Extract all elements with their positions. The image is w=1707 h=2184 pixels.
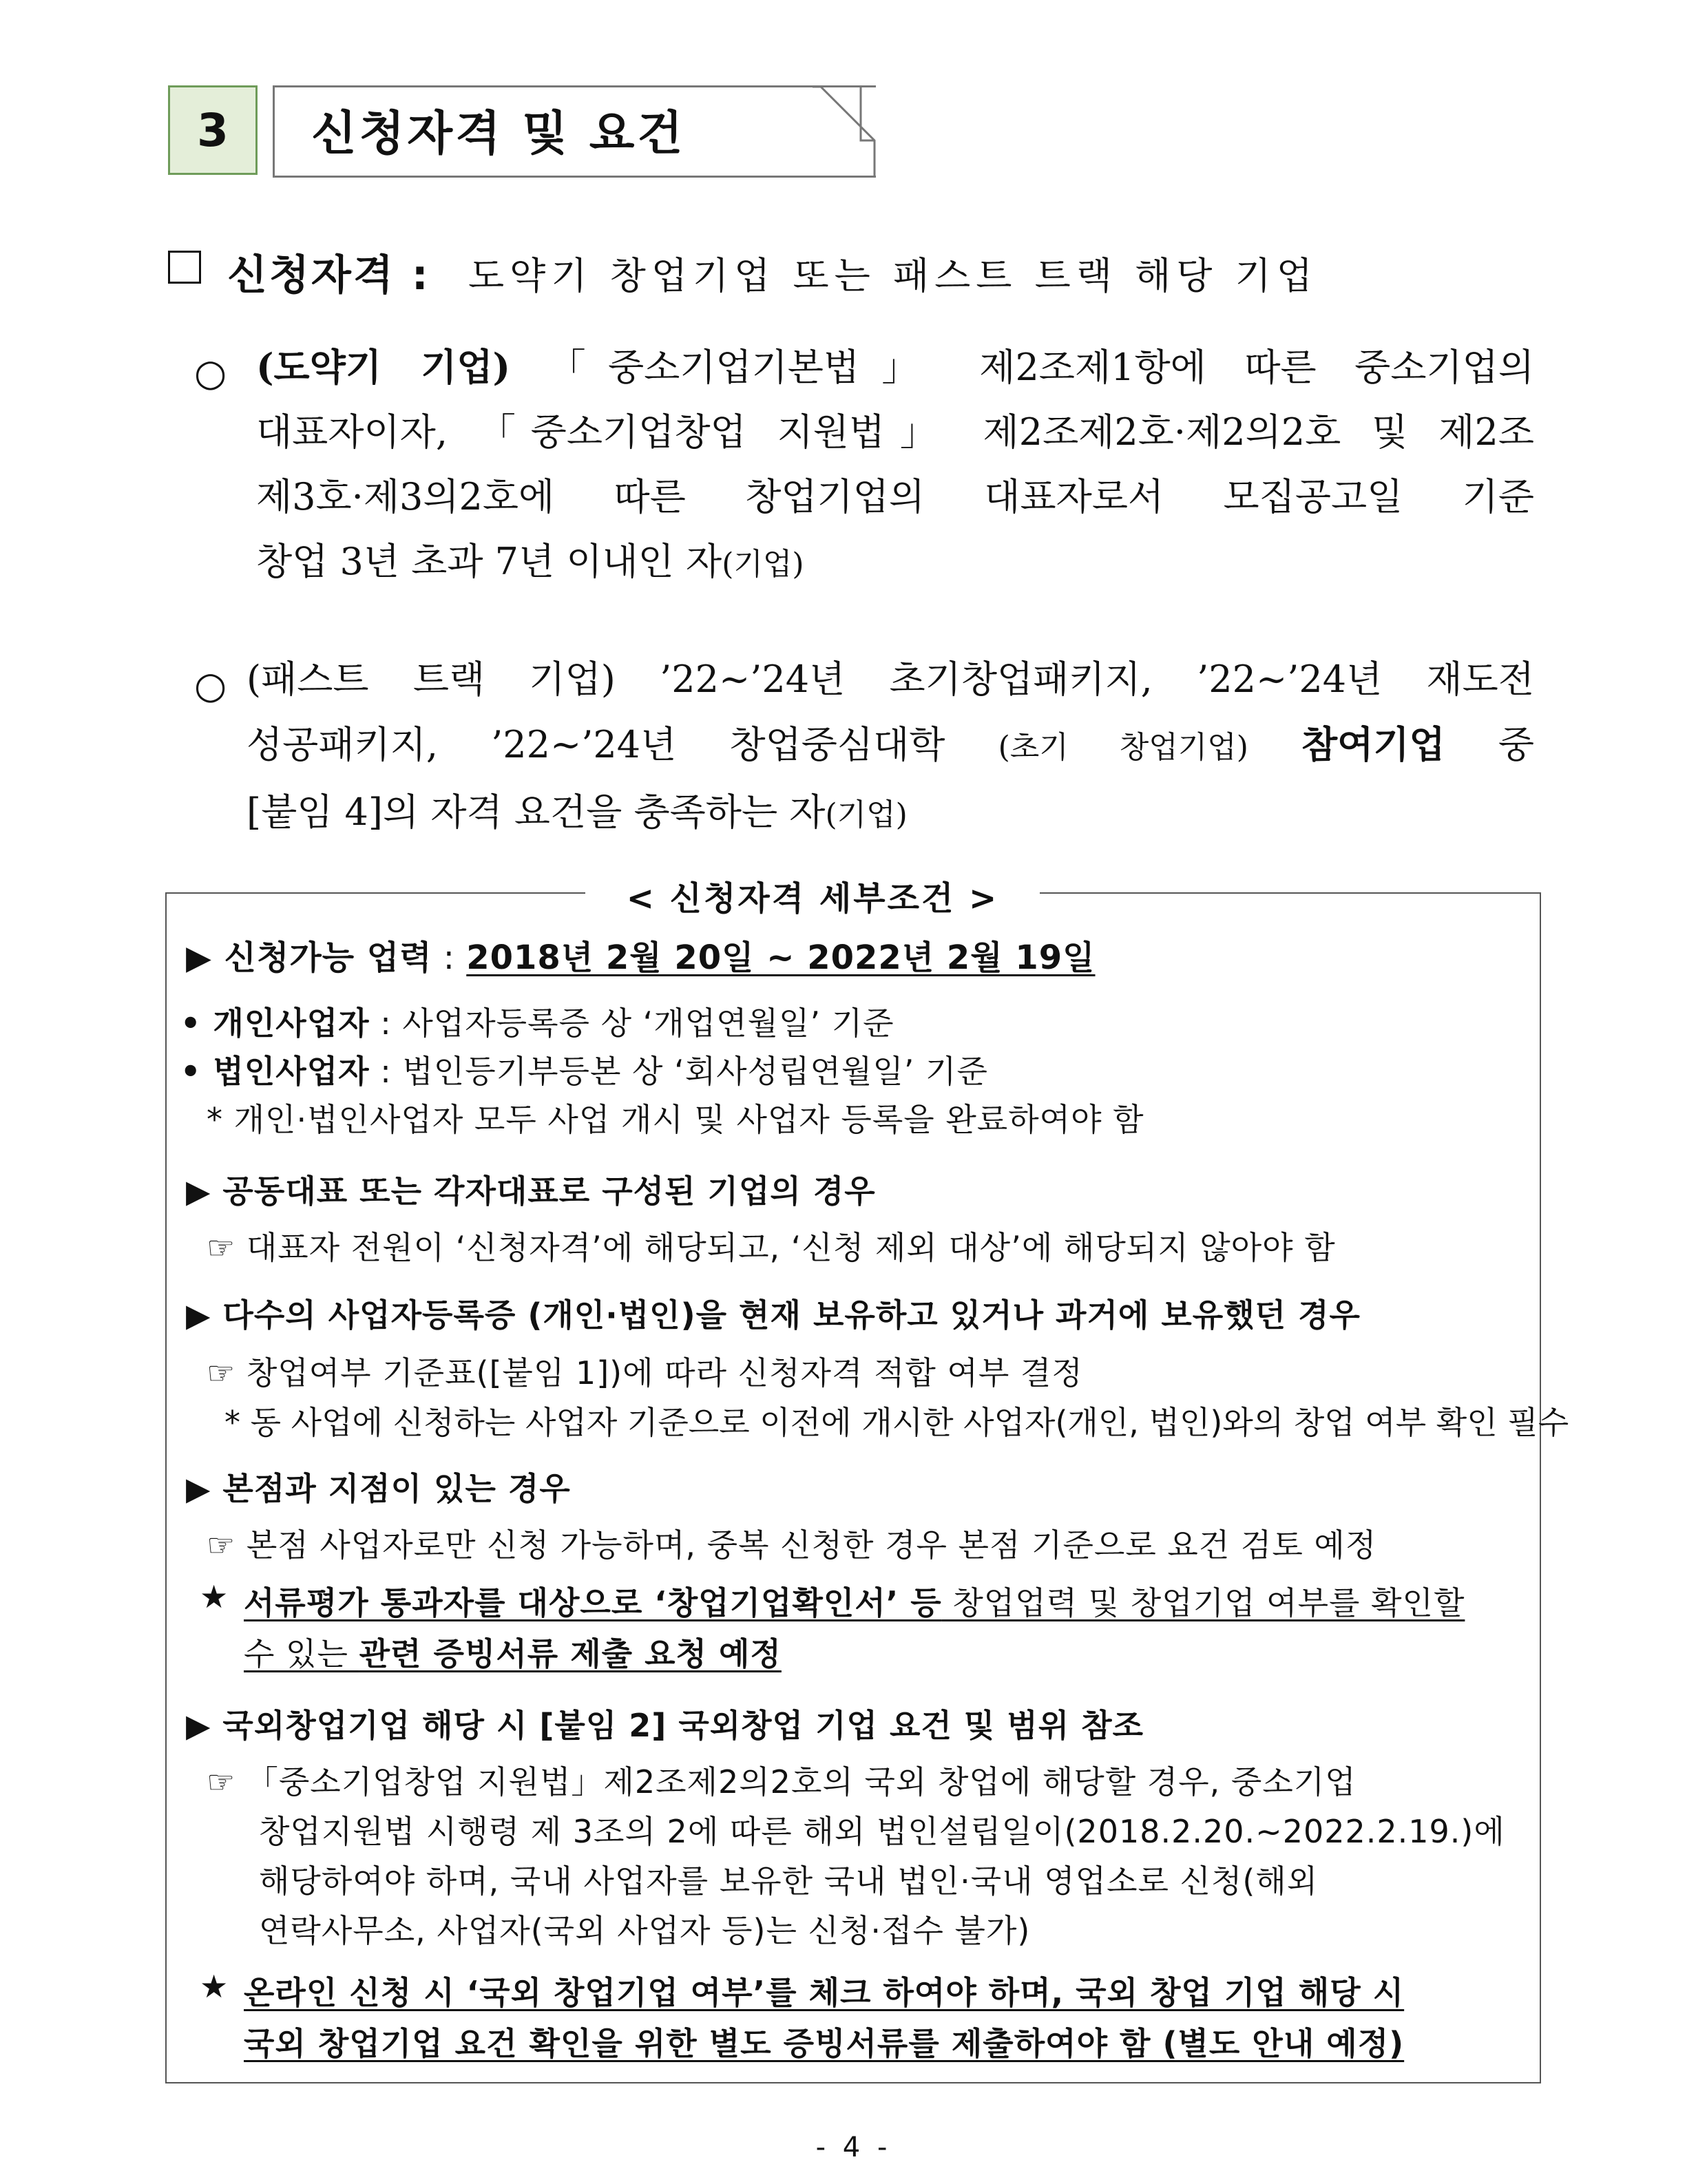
- overseas-line1: ☞ 「중소기업창업 지원법」제2조제2의2호의 국외 창업에 해당할 경우, 중소기업: [207, 1763, 1357, 1800]
- checkbox-square-icon: [168, 251, 201, 284]
- overseas-heading: ▶ 국외창업기업 해당 시 [붙임 2] 국외창업 기업 요건 및 범위 참조: [186, 1707, 1144, 1744]
- page-number: - 4 -: [815, 2132, 892, 2163]
- note-row: * 개인·법인사업자 모두 사업 개시 및 사업자 등록을 완료하여야 함: [207, 1101, 1144, 1138]
- period-row: ▶ 신청가능 업력 : 2018년 2월 20일 ~ 2022년 2월 19일: [186, 938, 1096, 977]
- bullet-doyakgi: (도약기 기업) 「중소기업기본법」 제2조제1항에 따른 중소기업의 대표자이자, 「중소기업창업 지원법」 제2조제2호·제2의2호 및 제2조 제3호·제3의2호에 따른 창업기업의 대표자로서 모집공고일 기준 창업 3년 초과 7년 이내인 자(기업): [256, 345, 1534, 583]
- branch-heading: ▶ 본점과 지점이 있는 경우: [186, 1470, 571, 1507]
- star2-line1: 온라인 신청 시 ‘국외 창업기업 여부’를 체크 하여야 하며, 국외 창업 기업 해당 시: [244, 1974, 1405, 2011]
- multiple-heading: ▶ 다수의 사업자등록증 (개인·법인)을 현재 보유하고 있거나 과거에 보유했던 경우: [186, 1296, 1361, 1334]
- section-title: 신청자격 및 요건: [311, 107, 686, 161]
- individual-row: • 개인사업자 : 사업자등록증 상 ‘개업연월일’ 기준: [180, 1005, 894, 1042]
- multiple-subnote: * 동 사업에 신청하는 사업자 기준으로 이전에 개시한 사업자(개인, 법인)와의 창업 여부 확인 필수: [224, 1404, 1569, 1441]
- overseas-line2: 창업지원법 시행령 제 3조의 2에 따른 해외 법인설립일이(2018.2.20.~2022.2.19.)에: [259, 1813, 1505, 1850]
- star1-line1: 서류평가 통과자를 대상으로 ‘창업기업확인서’ 등 창업업력 및 창업기업 여부를 확인할: [244, 1584, 1465, 1621]
- bullet-circle-icon: ○: [194, 351, 227, 395]
- qualification-label: 신청자격 :: [227, 251, 430, 300]
- folded-corner-icon: [813, 85, 881, 182]
- star-icon: ★: [200, 1578, 229, 1615]
- branch-note: ☞ 본점 사업자로만 신청 가능하며, 중복 신청한 경우 본점 기준으로 요건 검토 예정: [207, 1526, 1377, 1564]
- star2-line2: 국외 창업기업 요건 확인을 위한 별도 증빙서류를 제출하여야 함 (별도 안내 예정): [244, 2025, 1405, 2062]
- overseas-line4: 연락사무소, 사업자(국외 사업자 등)는 신청·접수 불가): [259, 1912, 1031, 1949]
- joint-heading: ▶ 공동대표 또는 각자대표로 구성된 기업의 경우: [186, 1173, 876, 1210]
- section-number: 3: [168, 85, 258, 175]
- joint-note: ☞ 대표자 전원이 ‘신청자격’에 해당되고, ‘신청 제외 대상’에 해당되지 않아야 함: [207, 1229, 1336, 1266]
- bullet-fast-track: (패스트 트랙 기업) ’22∼’24년 초기창업패키지, ’22∼’24년 재도전 성공패키지, ’22~’24년 창업중심대학 (초기 창업기업) 참여기업 중 [붙임 4]의 자격 요건을 충족하는 자(기업): [247, 658, 1534, 834]
- multiple-note: ☞ 창업여부 기준표([붙임 1])에 따라 신청자격 적합 여부 결정: [207, 1354, 1083, 1392]
- overseas-line3: 해당하여야 하며, 국내 사업자를 보유한 국내 법인·국내 영업소로 신청(해외: [259, 1862, 1319, 1900]
- detail-box-title: < 신청자격 세부조건 >: [585, 872, 1040, 919]
- corporate-row: • 법인사업자 : 법인등기부등본 상 ‘회사성립연월일’ 기준: [180, 1053, 988, 1090]
- bullet-circle-icon: ○: [194, 664, 227, 707]
- star-icon: ★: [200, 1968, 229, 2005]
- qualification-description: 도약기 창업기업 또는 패스트 트랙 해당 기업: [468, 254, 1318, 297]
- star1-line2: 수 있는 관련 증빙서류 제출 요청 예정: [244, 1635, 782, 1672]
